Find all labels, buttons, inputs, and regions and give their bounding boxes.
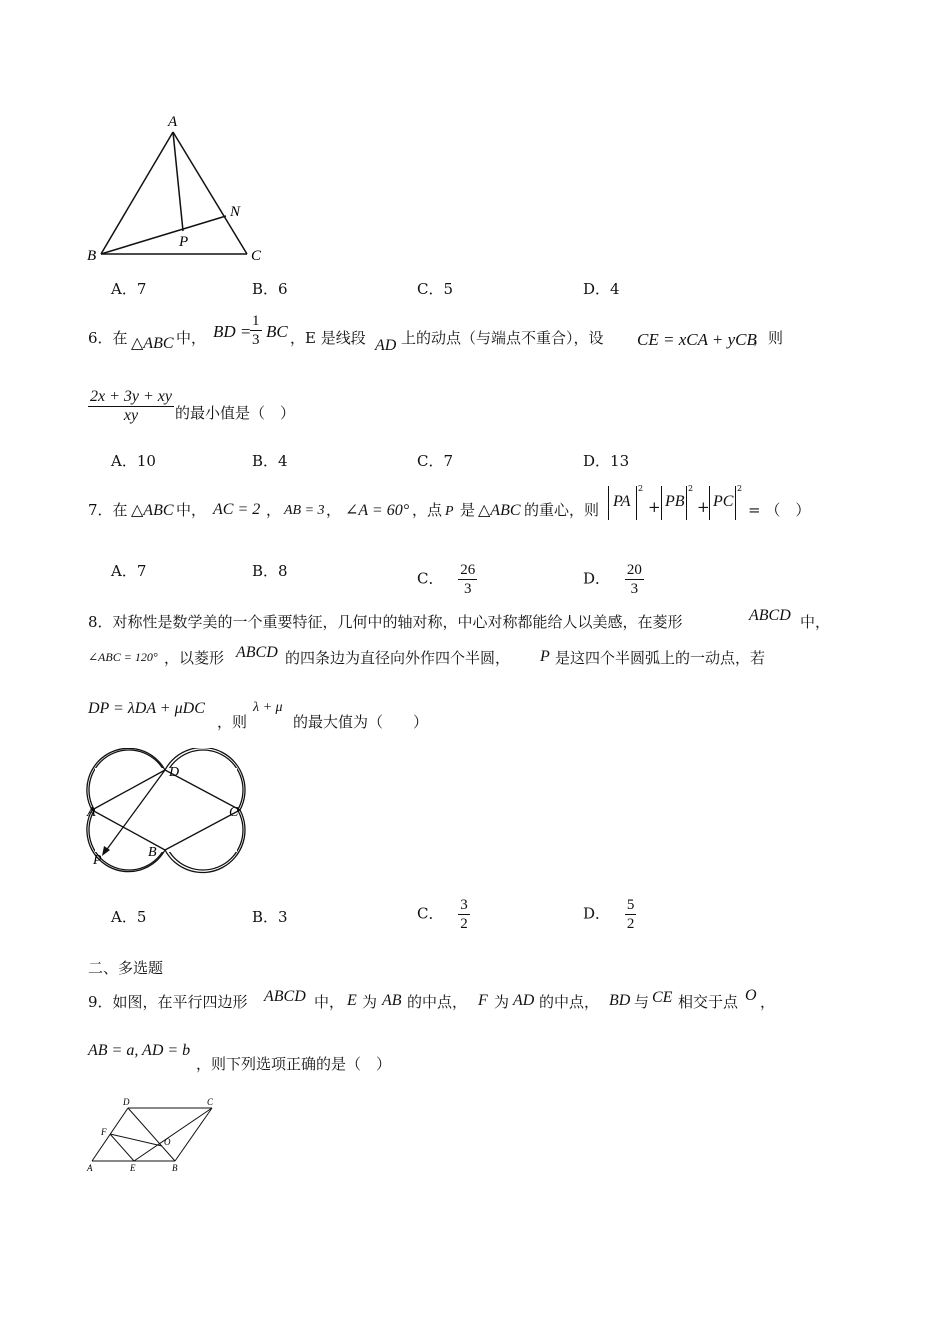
q7-option-d[interactable] xyxy=(583,561,644,598)
q9-ab: AB xyxy=(382,992,402,1009)
triangle-figure xyxy=(80,110,280,270)
label-P: P xyxy=(93,853,102,868)
label-C: C xyxy=(251,248,262,264)
q6-prefix: 6．在 xyxy=(88,329,128,347)
q7-sup: 2 xyxy=(688,484,694,493)
rhombus-semicircle-figure xyxy=(80,748,250,878)
q7-prefix: 7．在 xyxy=(88,501,128,519)
q7-option-a[interactable]: A．7 xyxy=(111,562,147,580)
q6-then: ，则 xyxy=(753,329,784,347)
q7-ab: AB = 3 xyxy=(284,503,325,518)
q5-option-b[interactable]: B．6 xyxy=(252,280,288,298)
q9-bd: BD xyxy=(609,992,631,1009)
q7-triangle: △ABC xyxy=(131,502,174,519)
q9-abcd: ABCD xyxy=(264,988,306,1005)
q6-expr-den: xy xyxy=(123,407,139,424)
label-P: P xyxy=(179,234,189,250)
q8-option-a[interactable]: A．5 xyxy=(111,908,147,926)
q8-dp-equation: DP = λDA + μDC xyxy=(88,700,205,717)
q7-equals: = （ ） xyxy=(748,501,811,519)
q7-text-3: 是 xyxy=(460,501,476,519)
label-B: B xyxy=(148,845,157,860)
q9-o: O xyxy=(745,987,757,1004)
q6-option-c[interactable]: C．7 xyxy=(417,452,454,470)
q8-option-c-fraction xyxy=(458,896,470,933)
q7-pa: PA xyxy=(613,493,631,510)
q7-option-b[interactable]: B．8 xyxy=(252,562,288,580)
q7-pc: PC xyxy=(713,493,734,510)
q8-line1-end: 中， xyxy=(800,613,831,631)
q6-bc: BC xyxy=(266,322,288,341)
q8-option-b[interactable]: B．3 xyxy=(252,908,288,926)
q8-abcd-2: ABCD xyxy=(236,644,278,661)
q9-e: E xyxy=(347,992,357,1009)
q6-option-b[interactable]: B．4 xyxy=(252,452,288,470)
q7-abs-bar xyxy=(709,486,710,520)
parallelogram-figure xyxy=(80,1093,230,1178)
label-C: C xyxy=(207,1097,214,1107)
q7-sup: 2 xyxy=(737,484,743,493)
q8-option-d-fraction xyxy=(625,896,637,933)
q6-bd: BD = xyxy=(213,322,252,341)
label-F: F xyxy=(101,1127,107,1137)
fraction-num: 26 xyxy=(460,562,476,578)
q7-option-c[interactable] xyxy=(417,561,477,598)
q7-plus: + xyxy=(697,498,710,516)
q6-text-mid2: 上的动点（与端点不重合），设 xyxy=(401,329,604,347)
q5-option-d[interactable]: D．4 xyxy=(583,280,620,298)
q6-ce-equation: CE = xCA + yCB xyxy=(637,330,757,349)
q7-angle: ∠A = 60° xyxy=(345,502,410,519)
q6-bd-frac-num: 1 xyxy=(252,313,260,329)
label-B: B xyxy=(87,248,97,264)
fraction-num: 3 xyxy=(460,897,468,913)
q8-line2b: 的四条边为直径向外作四个半圆， xyxy=(285,649,511,667)
label-C: C xyxy=(229,805,239,820)
q9-text-d: 的中点， xyxy=(407,993,468,1011)
fraction-num: 20 xyxy=(626,562,642,578)
q8-option-c-label: C． xyxy=(417,904,444,923)
label-A: A xyxy=(87,805,96,820)
q8-option-d[interactable] xyxy=(583,896,636,933)
q9-vector-def: AB = a, AD = b xyxy=(88,1042,191,1059)
q7-triangle-2: △ABC xyxy=(478,502,521,519)
q6-expression-fraction xyxy=(88,388,174,425)
q8-line1: 8．对称性是数学美的一个重要特征，几何中的轴对称，中心对称都能给人以美感，在菱形 xyxy=(88,613,683,631)
q9-text-g: 与 xyxy=(634,993,650,1011)
fraction-den: 2 xyxy=(460,916,468,932)
q9-text-i: ， xyxy=(760,993,776,1011)
q7-abs-bar xyxy=(608,486,609,520)
q8-abcd: ABCD xyxy=(749,607,791,624)
q7-text-4: 的重心，则 xyxy=(524,501,600,519)
label-B: B xyxy=(172,1163,178,1173)
label-E: E xyxy=(130,1163,136,1173)
q7-pb: PB xyxy=(665,493,685,510)
q5-option-c[interactable]: C．5 xyxy=(417,280,454,298)
fraction-den: 3 xyxy=(464,581,472,597)
q7-abs-bar xyxy=(636,486,637,520)
q6-text-mid: ，E 是线段 xyxy=(290,329,366,347)
q8-line3b: 的最大值为（ ） xyxy=(293,713,429,731)
q7-text-2: ，点 xyxy=(412,501,443,519)
q8-angle: ∠ABC = 120° xyxy=(88,650,158,664)
q7-option-d-label: D． xyxy=(583,569,611,588)
q9-text-e: 为 xyxy=(494,993,510,1011)
q7-sup: 2 xyxy=(638,484,644,493)
q7-abs-bar xyxy=(735,486,736,520)
q7-p: P xyxy=(445,504,454,519)
label-D: D xyxy=(169,765,180,780)
q6-ad: AD xyxy=(375,337,397,354)
q8-lambda-mu: λ + μ xyxy=(253,700,283,715)
q6-zhong: 中， xyxy=(176,329,207,347)
q8-p: P xyxy=(540,648,550,665)
q7-text-1: 中， xyxy=(176,501,207,519)
q9-text-a: 9．如图，在平行四边形 xyxy=(88,993,248,1011)
q6-bd-fraction xyxy=(250,312,262,349)
section-heading: 二、多选题 xyxy=(88,959,164,977)
q6-option-d[interactable]: D．13 xyxy=(583,452,630,470)
label-A: A xyxy=(168,114,178,130)
q9-f: F xyxy=(478,992,488,1009)
q7-plus: + xyxy=(648,498,661,516)
q9-text-c: 为 xyxy=(362,993,378,1011)
q5-option-a[interactable]: A．7 xyxy=(111,280,147,298)
q7-option-d-fraction xyxy=(625,561,644,598)
q7-option-c-label: C． xyxy=(417,569,444,588)
fraction-den: 2 xyxy=(626,916,635,932)
q9-text-h: 相交于点 xyxy=(678,993,739,1011)
q8-line2c: 是这四个半圆弧上的一动点，若 xyxy=(555,649,766,667)
q7-comma-1: ， xyxy=(266,501,282,519)
q7-comma-2: ， xyxy=(326,501,342,519)
q6-question-tail: 的最小值是（ ） xyxy=(175,404,296,422)
q6-triangle: △ABC xyxy=(131,335,174,352)
q8-line2a: ，以菱形 xyxy=(164,649,225,667)
q8-line3a: ，则 xyxy=(217,713,248,731)
q6-option-a[interactable]: A．10 xyxy=(111,452,156,470)
q6-bd-frac-den: 3 xyxy=(252,332,260,348)
q9-text-f: 的中点， xyxy=(539,993,600,1011)
fraction-num: 5 xyxy=(626,897,635,913)
label-D: D xyxy=(123,1097,130,1107)
label-N: N xyxy=(230,204,241,220)
q7-abs-bar xyxy=(686,486,687,520)
q9-text-b: 中， xyxy=(314,993,345,1011)
fraction-den: 3 xyxy=(630,581,639,597)
q8-option-c[interactable] xyxy=(417,896,470,933)
label-A: A xyxy=(87,1163,93,1173)
q7-ac: AC = 2 xyxy=(213,501,261,518)
q9-ce: CE xyxy=(652,989,673,1006)
q8-option-d-label: D． xyxy=(583,904,611,923)
q7-option-c-fraction xyxy=(458,561,477,598)
q7-abs-bar xyxy=(661,486,662,520)
label-O: O xyxy=(164,1137,171,1147)
q9-ad: AD xyxy=(513,992,535,1009)
q6-expr-num: 2x + 3y + xy xyxy=(90,388,172,405)
q9-tail: ，则下列选项正确的是（ ） xyxy=(196,1055,392,1073)
